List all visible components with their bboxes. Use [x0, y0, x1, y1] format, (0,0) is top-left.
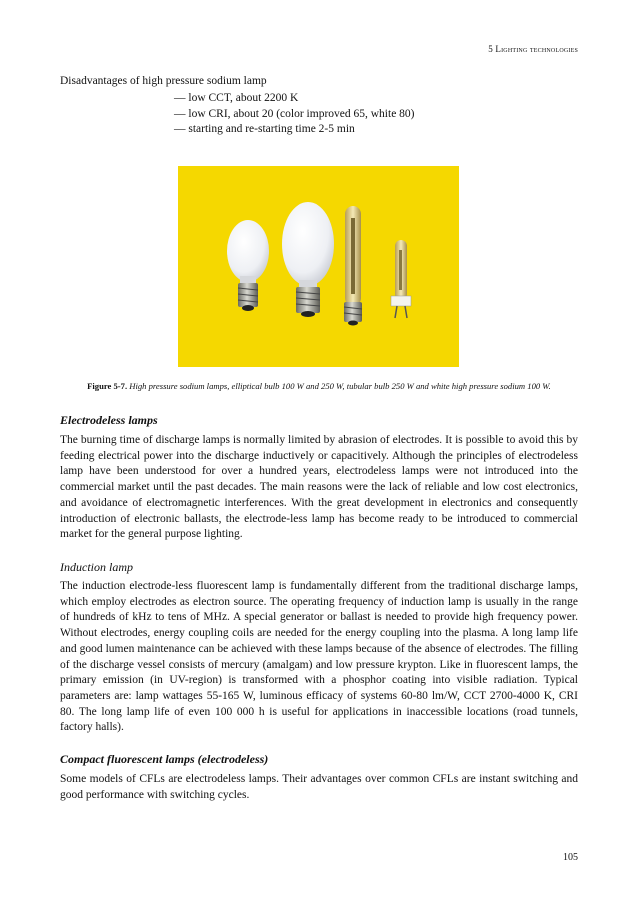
- list-item: — low CCT, about 2200 K: [174, 92, 299, 104]
- lamp-tubular-250w: [344, 206, 362, 326]
- paragraph-induction: The induction electrode-less fluorescent lamp is fundamentally different from the traditional discharge lamps, which employ electrodes as electron source. The operating frequency of induction lamp is usually in the range of hundreds of kHz to tens of MHz. A special generator or ballast is needed to provide high frequency power. Without electrodes, energy coupling coils are needed for the energy coupling into the plasma. A long lamp life and good lumen maintenance can be achieved with these lamps because of the absence of electrodes. The filling of the discharge vessel consists of mercury (amalgam) and low pressure krypton. Like in fluorescent lamps, the primary emission (in UV-region) is transformed with a phosphor coating into visible radiation. Typical parameters are: lamp wattages 55-165 W, luminous efficacy of systems 60-80 lm/W, CCT 2700-4000 K, CRI 80. The long lamp life of even 100 000 h is useful for applications in inaccessible locations (road tunnels, factory halls).: [60, 580, 578, 734]
- heading-electrodeless-lamps: Electrodeless lamps: [60, 413, 158, 427]
- paragraph-compact: Some models of CFLs are electrodeless lamps. Their advantages over common CFLs are instant switching and good performance with switching cycles.: [60, 773, 578, 801]
- paragraph-electrodeless: The burning time of discharge lamps is normally limited by abrasion of electrodes. It is possible to avoid this by feeding electrical power into the discharge inductively or capacitively. Although the principles of electrodeless lamp have been understood for over a hundred years, electrodeless lamps were not introduced into the commercial market until the past decades. The main reasons were the lack of reliable and low cost electronics, and avoidance of electromagnetic interferences. With the great development in electronics and consequently introduction of electronic ballasts, the electrode-less lamp has become ready to be introduced to commercial market for the general purpose lighting.: [60, 434, 578, 541]
- chapter-title: Lighting technologies: [495, 44, 578, 54]
- page-number: 105: [563, 852, 578, 863]
- chapter-number: 5: [488, 44, 493, 54]
- list-item: — starting and re-starting time 2-5 min: [174, 123, 355, 135]
- figure-label: Figure 5-7.: [87, 381, 128, 391]
- disadvantages-list: [174, 91, 415, 138]
- list-item: — low CRI, about 20 (color improved 65, white 80): [174, 107, 415, 120]
- figure-caption: [60, 380, 578, 392]
- lamps-photo: [178, 166, 459, 367]
- heading-compact-fluorescent: Compact fluorescent lamps (electrodeless): [60, 752, 269, 766]
- figure-caption-text: High pressure sodium lamps, elliptical bulb 100 W and 250 W, tubular bulb 250 W and white high pressure sodium 100 W.: [127, 381, 551, 391]
- disadvantages-title: Disadvantages of high pressure sodium lamp: [60, 75, 267, 87]
- heading-induction-lamp: Induction lamp: [60, 560, 133, 574]
- running-header: [488, 44, 578, 54]
